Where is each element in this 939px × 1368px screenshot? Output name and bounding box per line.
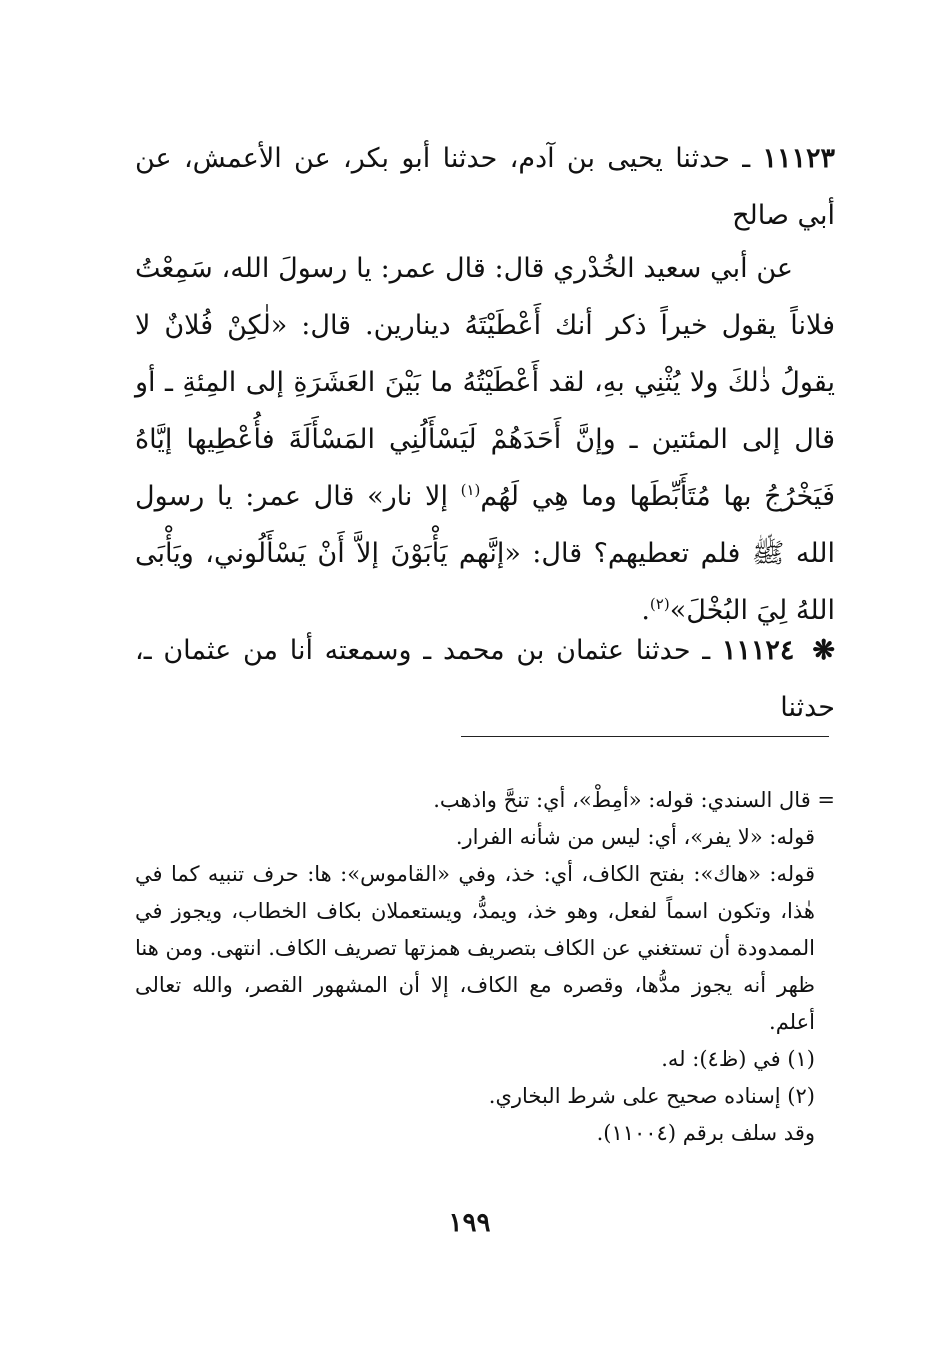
footnote-paragraph: قوله: «هاك»: بفتح الكاف، أي: خذ، وفي «القاموس»: ها: حرف تنبيه كما في هٰذا، وتكون اسماً لفعل، وهو خذ، ويمدُّ، ويستعملان بكاف الخطاب، ويجوز في الممدودة أن تستغني عن الكاف بتصريف همزتها تصريف الكاف. انتهى. ومن هنا ظهر أنه يجوز مدُّها، وقصره مع الكاف، إلا أن المشهور القصر، والله تعالى أعلم.	[135, 862, 815, 1034]
footnote-2-continuation: وقد سلف برقم (١١٠٠٤).	[596, 1121, 815, 1145]
footnote-continued: = قال السندي: قوله: «أمِطْ»، أي: تنحَّ واذهب.	[433, 788, 835, 812]
page-number: ١٩٩	[448, 1208, 491, 1238]
hadith-body-text: عن أبي سعيد الخُدْري قال: قال عمر: يا رسولَ الله، سَمِعْتُ فلاناً يقول خيراً ذكر أنك أَعْطَيْتَهُ دينارين. قال: «لٰكِنْ فُلانٌ لا يقولُ ذٰلكَ ولا يُثْنِي بهِ، لقد أَعْطَيْتُهُ ما بَيْنَ العَشَرَةِ إلى المِئةِ ـ أو قال إلى المئتين ـ وإنَّ أَحَدَهُمْ لَيَسْأَلُنِي المَسْأَلَةَ فأُعْطِيها إيَّاهُ فَيَخْرُجُ بها مُتَأَبِّطَها وما هِي لَهُم	[135, 253, 835, 512]
hadith-chain-text: ـ حدثنا عثمان بن محمد ـ وسمعته أنا من عثمان ـ، حدثنا	[135, 635, 835, 723]
footnote-line: قوله: «لا يفر»، أي: ليس من شأنه الفرار.	[455, 825, 815, 849]
footnote-ref-2[interactable]: (٢)	[649, 595, 670, 613]
hadith-11123-body	[135, 240, 835, 639]
hadith-number: ١١١٢٣	[762, 143, 835, 174]
hadith-number: ١١١٢٤	[721, 635, 795, 666]
hadith-body-end: .	[641, 595, 650, 626]
footnote-2: (٢) إسناده صحيح على شرط البخاري.	[488, 1084, 815, 1108]
star-marker-icon: ❋	[812, 635, 835, 666]
hadith-11124	[135, 622, 835, 736]
footnote-1: (١) في (ظ٤): له.	[661, 1047, 815, 1071]
hadith-body-continuation: إلا نار» قال عمر: يا رسول الله ﷺ فلم تعطيهم؟ قال: «إنَّهم يَأْبَوْنَ إلاَّ أَنْ يَسْأَلُوني، ويَأْبَى اللهُ لِيَ البُخْلَ»	[135, 481, 835, 626]
hadith-chain-text: ـ حدثنا يحيى بن آدم، حدثنا أبو بكر، عن الأعمش، عن أبي صالح	[135, 143, 835, 231]
footnote-separator	[461, 736, 829, 737]
footnote-ref-1[interactable]: (١)	[460, 481, 481, 499]
hadith-11123-chain	[135, 130, 835, 244]
footnotes-section	[135, 782, 835, 1152]
